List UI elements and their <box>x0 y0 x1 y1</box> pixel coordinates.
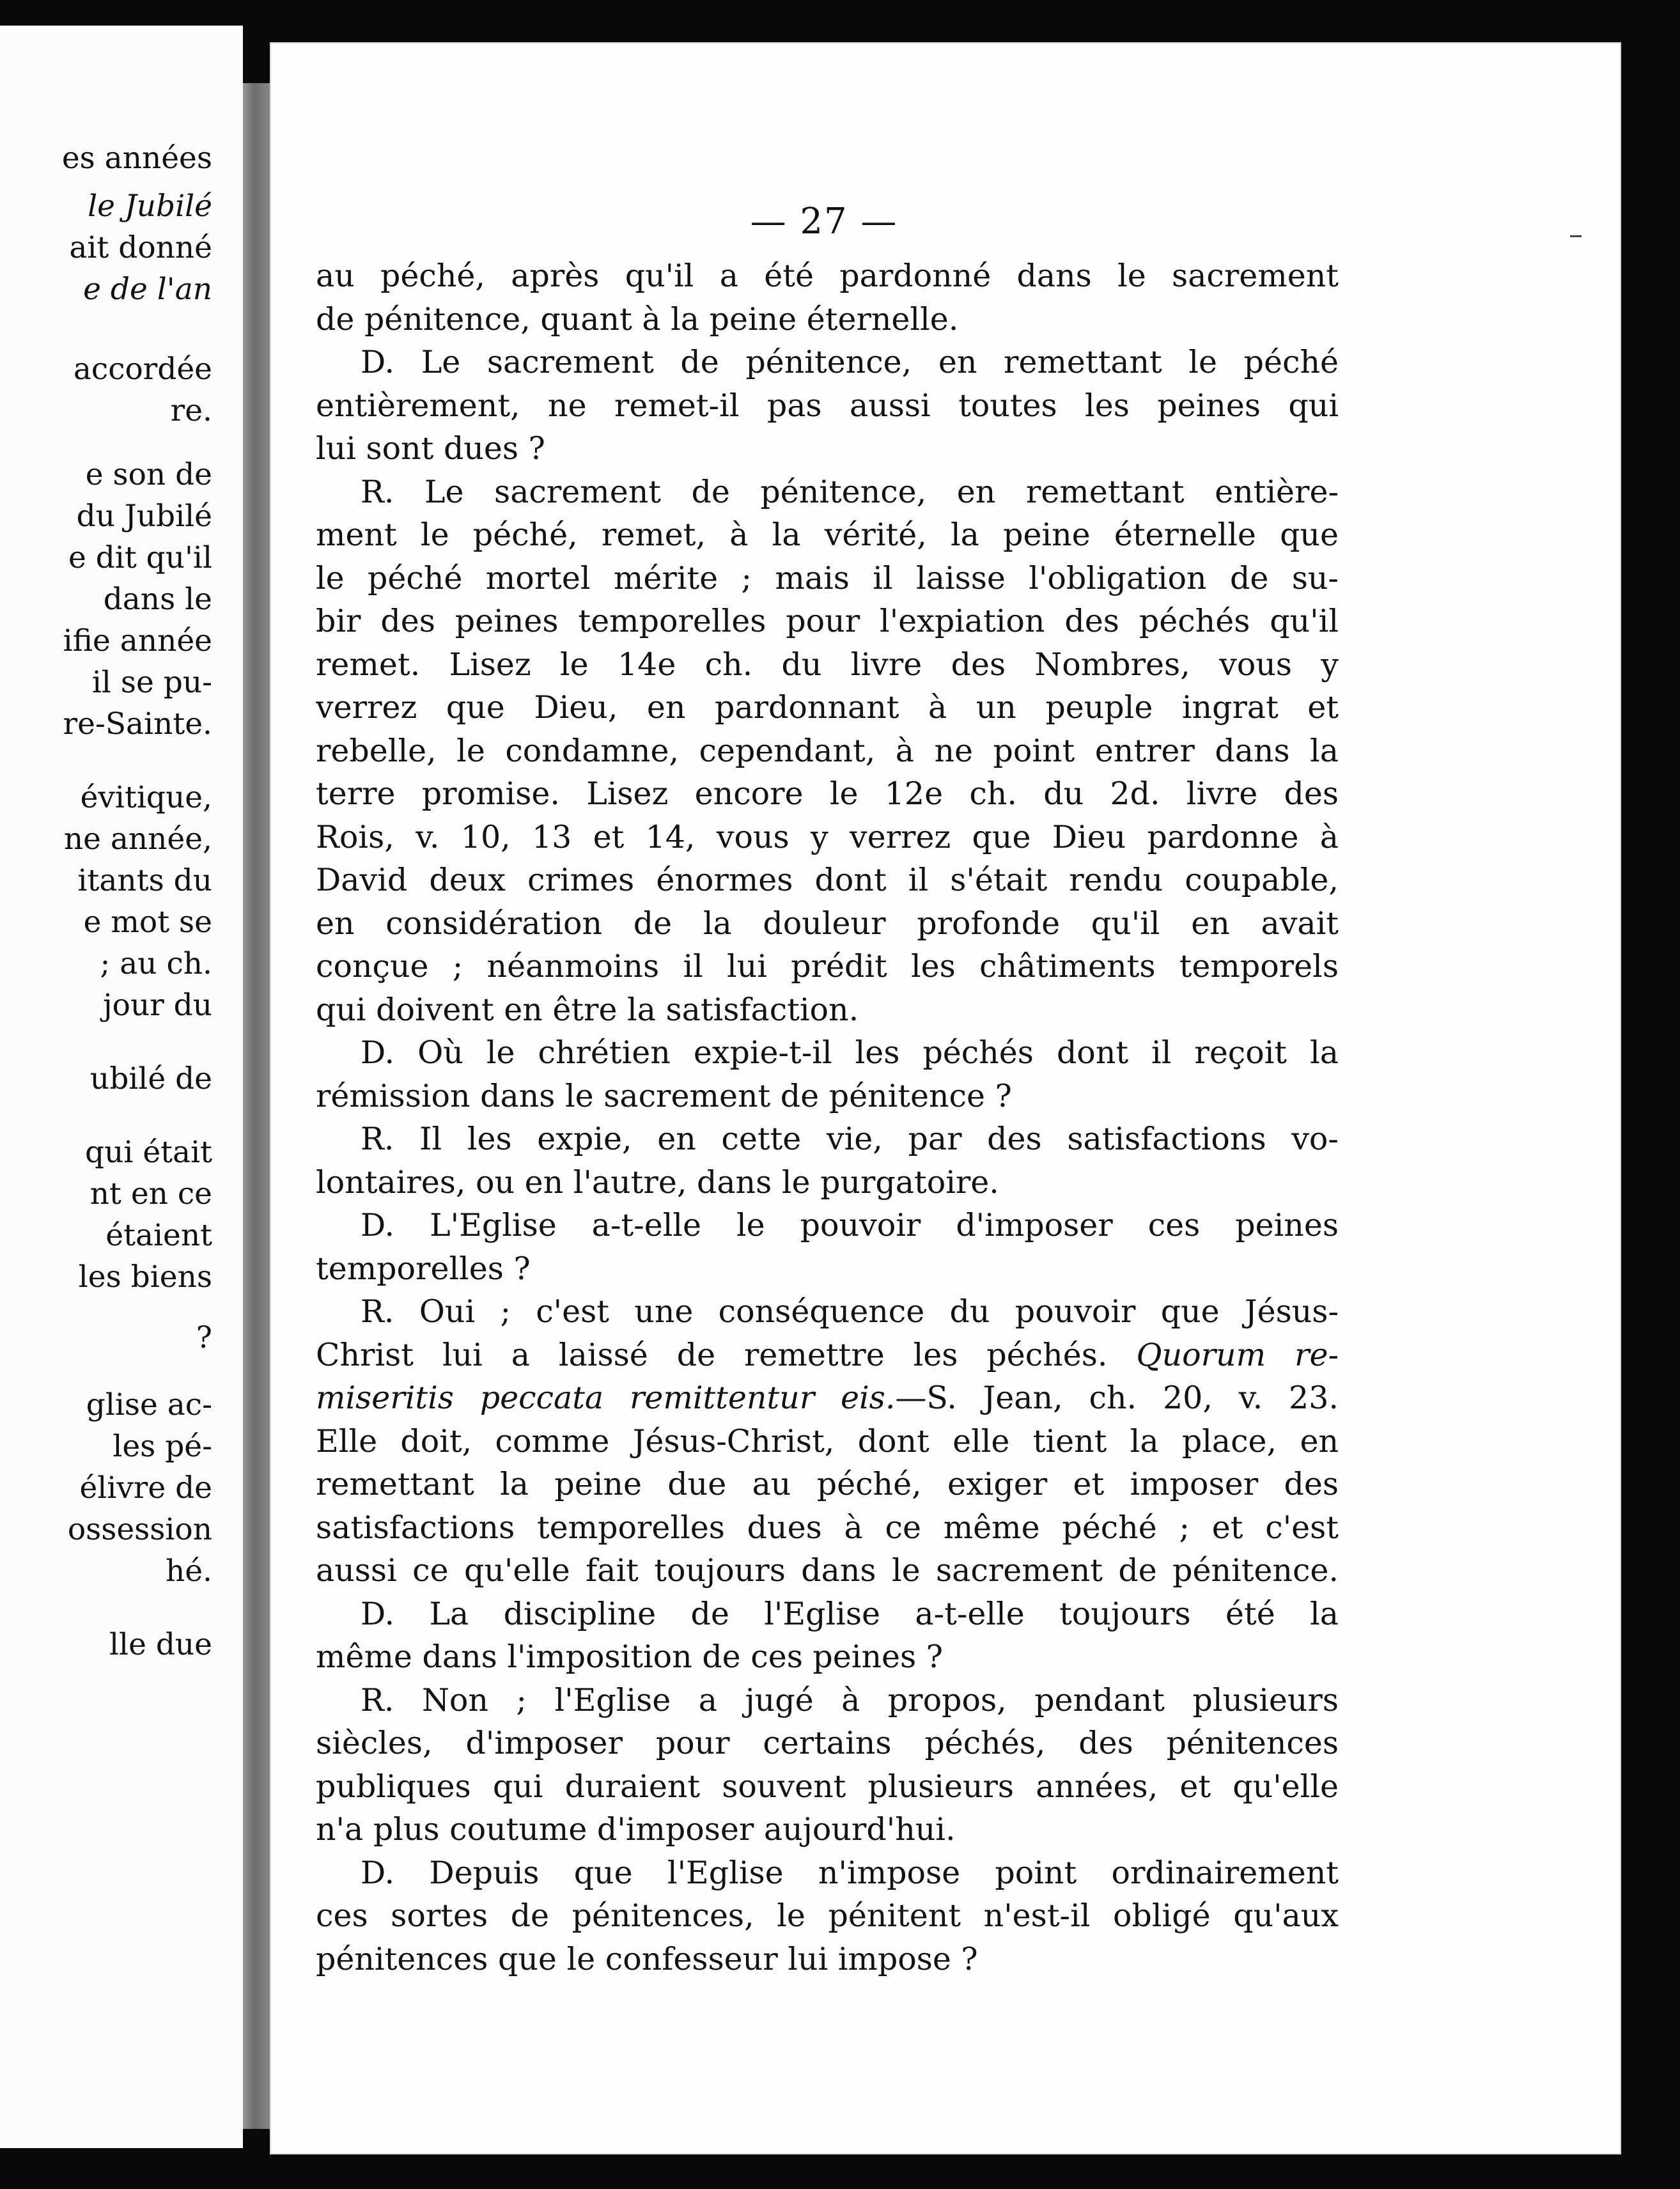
left-page-line: ossession <box>67 1512 212 1547</box>
body-text-line: n'a plus coutume d'imposer aujourd'hui. <box>316 1811 956 1848</box>
body-text-line: ment le péché, remet, à la vérité, la peine éternelle que <box>316 517 1339 553</box>
left-page <box>0 26 243 2148</box>
left-page-line: les biens <box>78 1259 212 1295</box>
body-text-line: siècles, d'imposer pour certains péchés, des pénitences <box>316 1725 1339 1761</box>
left-page-line: glise ac- <box>86 1387 212 1422</box>
page-number: — 27 — <box>750 201 898 242</box>
left-page-line: ; au ch. <box>100 946 212 981</box>
left-page-line: étaient <box>105 1218 212 1253</box>
left-page-line: re-Sainte. <box>63 706 212 742</box>
body-text-line: bir des peines temporelles pour l'expiation des péchés qu'il <box>316 603 1339 639</box>
left-page-line: ? <box>196 1320 212 1355</box>
body-text-line: rebelle, le condamne, cependant, à ne point entrer dans la <box>316 732 1339 769</box>
body-text-line: terre promise. Lisez encore le 12e ch. du 2d. livre des <box>316 775 1339 812</box>
body-text-line: qui doivent en être la satisfaction. <box>316 991 859 1028</box>
left-page-line: re. <box>170 393 212 428</box>
body-text-line: satisfactions temporelles dues à ce même péché ; et c'est <box>316 1509 1339 1546</box>
body-text-line: D. Depuis que l'Eglise n'impose point ordinairement <box>361 1854 1339 1891</box>
body-text-line: David deux crimes énormes dont il s'était rendu coupable, <box>316 862 1339 898</box>
left-page-line: élivre de <box>79 1470 212 1506</box>
body-text-line: ces sortes de pénitences, le pénitent n'est-il obligé qu'aux <box>316 1897 1339 1934</box>
body-text-line: aussi ce qu'elle fait toujours dans le sacrement de pénitence. <box>316 1552 1339 1589</box>
left-page-line: nt en ce <box>89 1176 212 1211</box>
left-page-text <box>0 26 243 2148</box>
left-page-line: qui était <box>85 1135 212 1170</box>
left-page-line: ubilé de <box>89 1061 212 1096</box>
body-text-line: remet. Lisez le 14e ch. du livre des Nombres, vous y <box>316 646 1339 683</box>
left-page-line: du Jubilé <box>76 499 212 534</box>
left-page-line: dans le <box>103 582 212 617</box>
left-page-line: ifie année <box>63 623 212 658</box>
body-text-line: au péché, après qu'il a été pardonné dans le sacrement <box>316 258 1339 294</box>
body-text-line: Elle doit, comme Jésus-Christ, dont elle tient la place, en <box>316 1422 1339 1460</box>
left-page-line: évitique, <box>80 780 212 815</box>
left-page-line: ne année, <box>63 822 212 857</box>
left-page-line: le Jubilé <box>88 189 212 224</box>
body-text-line: R. Non ; l'Eglise a jugé à propos, pendant plusieurs <box>361 1681 1339 1718</box>
left-page-line: hé. <box>165 1554 212 1589</box>
left-page-line: jour du <box>103 988 212 1023</box>
body-text-line: Rois, v. 10, 13 et 14, vous y verrez que Dieu pardonne à <box>316 818 1339 855</box>
body-text-line: lui sont dues ? <box>316 430 545 467</box>
body-text-line: R. Il les expie, en cette vie, par des satisfactions vo- <box>361 1121 1339 1157</box>
body-text-line: entièrement, ne remet-il pas aussi toutes les peines qui <box>316 387 1339 424</box>
left-page-line: il se pu- <box>91 665 212 700</box>
body-text-line: Christ lui a laissé de remettre les péchés. Quorum re- <box>316 1336 1339 1373</box>
left-page-line: e mot se <box>83 905 212 940</box>
body-text-line: miseritis peccata remittentur eis.—S. Jean, ch. 20, v. 23. <box>316 1380 1339 1416</box>
left-page-line: e dit qu'il <box>68 540 212 575</box>
body-text-line: R. Le sacrement de pénitence, en remettant entière- <box>361 473 1339 510</box>
left-page-line: e de l'an <box>83 272 212 307</box>
body-text-line: le péché mortel mérite ; mais il laisse l'obligation de su- <box>316 559 1339 596</box>
left-page-line: e son de <box>85 457 212 492</box>
body-text-line: temporelles ? <box>316 1250 531 1287</box>
body-text-line: D. Le sacrement de pénitence, en remettant le péché <box>361 344 1339 380</box>
body-text-line: pénitences que le confesseur lui impose ? <box>316 1940 978 1977</box>
right-page <box>271 43 1620 2153</box>
left-page-line: accordée <box>73 352 212 387</box>
left-page-line: les pé- <box>113 1429 212 1464</box>
left-page-line: itants du <box>77 863 212 898</box>
body-text-line: D. La discipline de l'Eglise a-t-elle toujours été la <box>361 1595 1339 1632</box>
page-body <box>316 254 1339 1981</box>
body-text-line: D. Où le chrétien expie-t-il les péchés dont il reçoit la <box>361 1034 1339 1071</box>
body-text-line: même dans l'imposition de ces peines ? <box>316 1639 944 1675</box>
body-text-line: lontaires, ou en l'autre, dans le purgatoire. <box>316 1164 999 1201</box>
left-page-line: ait donné <box>69 230 212 265</box>
body-text-line: remettant la peine due au péché, exiger et imposer des <box>316 1466 1339 1502</box>
body-text-line: de pénitence, quant à la peine éternelle. <box>316 300 959 338</box>
body-text-line: rémission dans le sacrement de pénitence ? <box>316 1077 1012 1114</box>
body-text-line: R. Oui ; c'est une conséquence du pouvoir que Jésus- <box>361 1293 1339 1330</box>
margin-mark <box>1570 235 1582 237</box>
body-text-line: D. L'Eglise a-t-elle le pouvoir d'imposer ces peines <box>361 1207 1339 1243</box>
body-text-line: conçue ; néanmoins il lui prédit les châtiments temporels <box>316 948 1339 985</box>
book-gutter <box>243 83 271 2129</box>
body-text-line: publiques qui duraient souvent plusieurs années, et qu'elle <box>316 1768 1339 1805</box>
left-page-line: lle due <box>109 1627 212 1662</box>
body-text-line: verrez que Dieu, en pardonnant à un peuple ingrat et <box>316 689 1339 726</box>
left-page-line: es années <box>61 141 212 176</box>
body-text-line: en considération de la douleur profonde qu'il en avait <box>316 905 1339 942</box>
